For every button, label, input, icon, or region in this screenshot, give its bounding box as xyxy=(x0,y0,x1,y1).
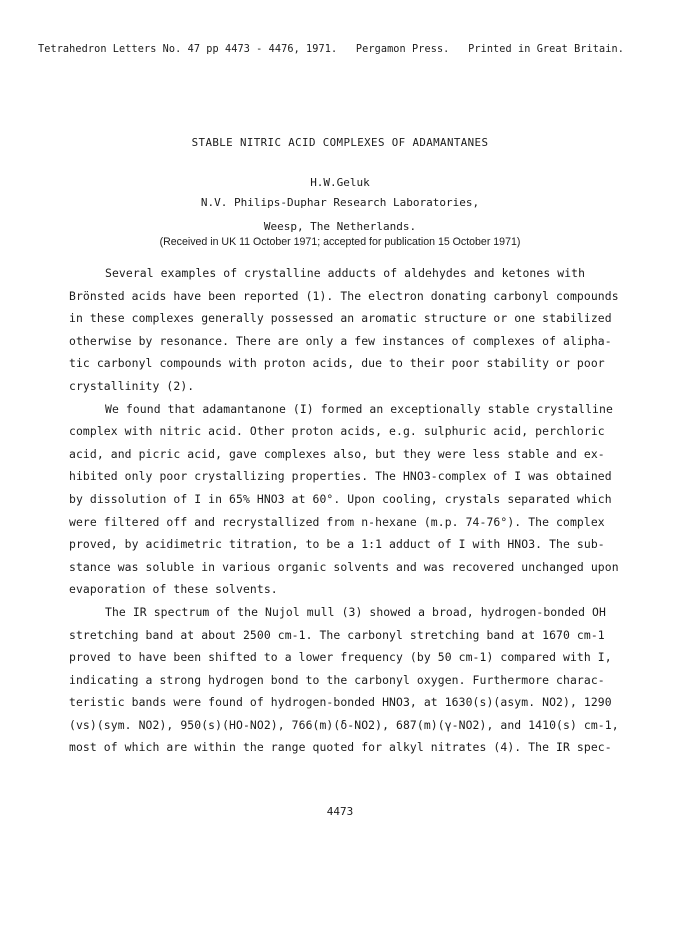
printed-location: Printed in Great Britain. xyxy=(468,44,624,55)
article-body xyxy=(69,262,635,759)
body-line: tic carbonyl compounds with proton acids, due to their poor stability or poor xyxy=(69,356,605,371)
body-line: evaporation of these solvents. xyxy=(69,582,278,597)
author-name: H.W.Geluk xyxy=(310,176,370,189)
affiliation-line-1: N.V. Philips-Duphar Research Laboratories, xyxy=(200,196,480,209)
body-line: in these complexes generally possessed an aromatic structure or one stabilized xyxy=(69,311,612,326)
body-line: acid, and picric acid, gave complexes also, but they were less stable and ex- xyxy=(69,446,605,461)
body-line: indicating a strong hydrogen bond to the carbonyl oxygen. Furthermore charac- xyxy=(69,672,605,687)
body-line: The IR spectrum of the Nujol mull (3) showed a broad, hydrogen-bonded OH xyxy=(105,604,606,619)
body-line: Brönsted acids have been reported (1). The electron donating carbonyl compounds xyxy=(69,288,619,303)
body-line: otherwise by resonance. There are only a few instances of complexes of alipha- xyxy=(69,333,612,348)
body-line: most of which are within the range quoted for alkyl nitrates (4). The IR spec- xyxy=(69,740,612,755)
received-dates: (Received in UK 11 October 1971; accepted for publication 15 October 1971) xyxy=(159,236,521,248)
body-line: (vs)(sym. NO2), 950(s)(HO-NO2), 766(m)(δ-NO2), 687(m)(γ-NO2), and 1410(s) cm-1, xyxy=(69,717,619,732)
body-line: complex with nitric acid. Other proton acids, e.g. sulphuric acid, perchloric xyxy=(69,424,605,439)
body-line: were filtered off and recrystallized from n-hexane (m.p. 74-76°). The complex xyxy=(69,514,605,529)
body-line: crystallinity (2). xyxy=(69,378,195,393)
body-line: We found that adamantanone (I) formed an exceptionally stable crystalline xyxy=(105,401,613,416)
body-line: stance was soluble in various organic solvents and was recovered unchanged upon xyxy=(69,559,619,574)
journal-citation: Tetrahedron Letters No. 47 pp 4473 - 4476, 1971. xyxy=(38,44,338,55)
body-line: stretching band at about 2500 cm-1. The carbonyl stretching band at 1670 cm-1 xyxy=(69,627,605,642)
journal-header xyxy=(38,44,624,55)
body-line: hibited only poor crystallizing properties. The HNO3-complex of I was obtained xyxy=(69,469,612,484)
body-line: Several examples of crystalline adducts of aldehydes and ketones with xyxy=(105,266,586,280)
body-line: by dissolution of I in 65% HNO3 at 60°. Upon cooling, crystals separated which xyxy=(69,491,612,506)
article-title: STABLE NITRIC ACID COMPLEXES OF ADAMANTANES xyxy=(191,136,489,149)
body-line: proved, by acidimetric titration, to be a 1:1 adduct of I with HNO3. The sub- xyxy=(69,537,605,552)
publisher-name: Pergamon Press. xyxy=(355,44,450,55)
body-line: teristic bands were found of hydrogen-bonded HNO3, at 1630(s)(asym. NO2), 1290 xyxy=(69,695,612,710)
body-line: proved to have been shifted to a lower frequency (by 50 cm-1) compared with I, xyxy=(69,650,612,665)
affiliation-line-2: Weesp, The Netherlands. xyxy=(263,220,417,233)
page-number: 4473 xyxy=(326,805,354,818)
